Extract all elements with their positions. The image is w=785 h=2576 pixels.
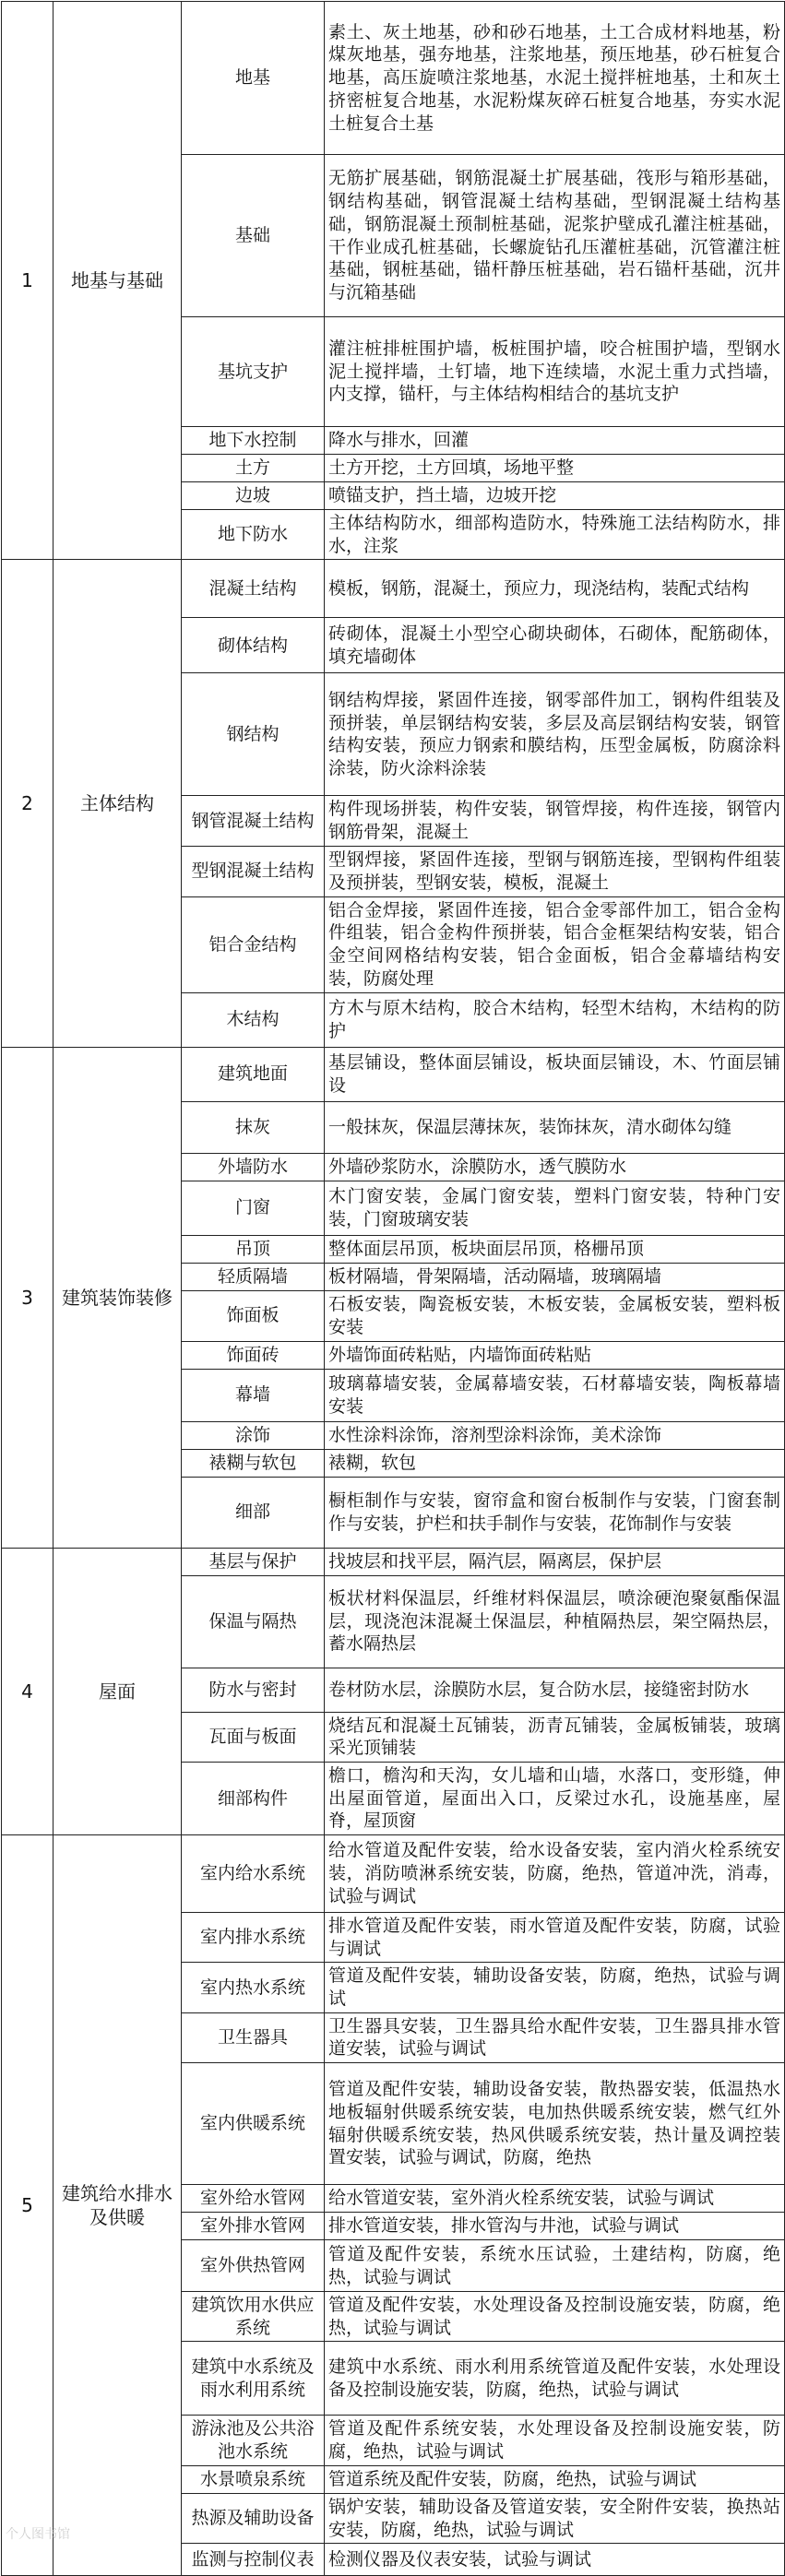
subitems-text: 检测仪器及仪表安装，试验与调试 [325, 2544, 785, 2576]
table-row [2, 1047, 785, 1101]
subitems-text: 模板，钢筋，混凝土，预应力，现浇结构，装配式结构 [325, 560, 785, 618]
subdivision-name: 土方 [182, 455, 325, 482]
subitems-text: 无筋扩展基础，钢筋混凝土扩展基础，筏形与箱形基础，钢结构基础，钢管混凝土结构基础，型钢混凝土结构基础，钢筋混凝土预制桩基础，泥浆护壁成孔灌注桩基础，干作业成孔桩基础，长螺旋钻孔压灌桩基础，沉管灌注桩基础，钢桩基础，锚杆静压桩基础，岩石锚杆基础，沉井与沉箱基础 [325, 155, 785, 317]
subdivision-name: 饰面砖 [182, 1341, 325, 1369]
subdivision-name: 保温与隔热 [182, 1575, 325, 1668]
division-number: 3 [2, 1047, 54, 1548]
subdivision-name: 边坡 [182, 482, 325, 510]
subitems-text: 管道及配件安装，水处理设备及控制设施安装，防腐，绝热，试验与调试 [325, 2292, 785, 2342]
watermark-text: 个人图书馆 [6, 2527, 70, 2542]
subdivision-name: 水景喷泉系统 [182, 2465, 325, 2493]
subitems-text: 排水管道及配件安装，雨水管道及配件安装，防腐，试验与调试 [325, 1912, 785, 1962]
subitems-text: 锅炉安装，辅助设备及管道安装，安全附件安装，换热站安装，防腐，绝热，试验与调试 [325, 2493, 785, 2543]
subitems-text: 主体结构防水，细部构造防水，特殊施工法结构防水，排水，注浆 [325, 510, 785, 560]
division-name: 建筑装饰装修 [54, 1047, 182, 1548]
subdivision-name: 地下防水 [182, 510, 325, 560]
subdivision-name: 建筑饮用水供应系统 [182, 2292, 325, 2342]
subdivision-name: 室内供暖系统 [182, 2063, 325, 2185]
subdivision-name: 细部构件 [182, 1762, 325, 1834]
subitems-text: 管道及配件安装，系统水压试验，土建结构，防腐，绝热，试验与调试 [325, 2240, 785, 2292]
subdivision-name: 外墙防水 [182, 1153, 325, 1181]
subitems-text: 管道及配件安装，辅助设备安装，散热器安装，低温热水地板辐射供暖系统安装，电加热供暖系统安装，燃气红外辐射供暖系统安装，热风供暖系统安装，热计量及调控装置安装，试验与调试，防腐，绝热 [325, 2063, 785, 2185]
subitems-text: 铝合金焊接，紧固件连接，铝合金零部件加工，铝合金构件组装，铝合金构件预拼装，铝合金框架结构安装，铝合金空间网格结构安装，铝合金面板，铝合金幕墙结构安装，防腐处理 [325, 896, 785, 992]
division-name: 主体结构 [54, 560, 182, 1047]
subdivision-name: 铝合金结构 [182, 896, 325, 992]
subitems-text: 给水管道安装，室外消火栓系统安装，试验与调试 [325, 2185, 785, 2213]
subitems-text: 一般抹灰，保温层薄抹灰，装饰抹灰，清水砌体勾缝 [325, 1101, 785, 1153]
subdivision-name: 地基 [182, 2, 325, 155]
subitems-text: 裱糊，软包 [325, 1449, 785, 1477]
subitems-text: 木门窗安装，金属门窗安装，塑料门窗安装，特种门安装，门窗玻璃安装 [325, 1181, 785, 1235]
subdivision-name: 防水与密封 [182, 1668, 325, 1712]
subitems-text: 板材隔墙，骨架隔墙，活动隔墙，玻璃隔墙 [325, 1263, 785, 1290]
division-number: 5 [2, 1834, 54, 2575]
subitems-text: 檐口，檐沟和天沟，女儿墙和山墙，水落口，变形缝，伸出屋面管道，屋面出入口，反梁过水孔，设施基座，屋脊，屋顶窗 [325, 1762, 785, 1834]
subitems-text: 喷锚支护，挡土墙，边坡开挖 [325, 482, 785, 510]
subitems-text: 降水与排水，回灌 [325, 427, 785, 455]
table-row [2, 1834, 785, 1912]
subdivision-name: 监测与控制仪表 [182, 2544, 325, 2576]
subdivision-name: 门窗 [182, 1181, 325, 1235]
subitems-text: 素土、灰土地基，砂和砂石地基，土工合成材料地基，粉煤灰地基，强夯地基，注浆地基，预压地基，砂石桩复合地基，高压旋喷注浆地基，水泥土搅拌桩地基，土和灰土挤密桩复合地基，水泥粉煤灰碎石桩复合地基，夯实水泥土桩复合土基 [325, 2, 785, 155]
subdivision-name: 抹灰 [182, 1101, 325, 1153]
subdivision-name: 吊顶 [182, 1235, 325, 1263]
subdivision-name: 基层与保护 [182, 1548, 325, 1575]
subdivision-name: 钢结构 [182, 673, 325, 796]
subitems-text: 烧结瓦和混凝土瓦铺装，沥青瓦铺装，金属板铺装，玻璃采光顶铺装 [325, 1712, 785, 1762]
subdivision-name: 建筑中水系统及雨水利用系统 [182, 2342, 325, 2416]
subdivision-name: 室内热水系统 [182, 1963, 325, 2012]
subitems-text: 给水管道及配件安装，给水设备安装，室内消火栓系统安装，消防喷淋系统安装，防腐，绝热，管道冲洗，消毒，试验与调试 [325, 1834, 785, 1912]
subitems-text: 钢结构焊接，紧固件连接，钢零部件加工，钢构件组装及预拼装，单层钢结构安装，多层及高层钢结构安装，钢管结构安装，预应力钢索和膜结构，压型金属板，防腐涂料涂装，防火涂料涂装 [325, 673, 785, 796]
subitems-text: 外墙砂浆防水，涂膜防水，透气膜防水 [325, 1153, 785, 1181]
division-number: 4 [2, 1548, 54, 1834]
subitems-text: 基层铺设，整体面层铺设，板块面层铺设，木、竹面层铺设 [325, 1047, 785, 1101]
subdivision-name: 型钢混凝土结构 [182, 846, 325, 896]
subdivision-name: 基坑支护 [182, 317, 325, 427]
division-table-body [2, 2, 785, 2576]
subitems-text: 排水管道安装，排水管沟与井池，试验与调试 [325, 2213, 785, 2240]
subdivision-name: 细部 [182, 1477, 325, 1548]
subitems-text: 土方开挖，土方回填，场地平整 [325, 455, 785, 482]
division-name: 地基与基础 [54, 2, 182, 560]
subitems-text: 整体面层吊顶，板块面层吊顶，格栅吊顶 [325, 1235, 785, 1263]
subitems-text: 找坡层和找平层，隔汽层，隔离层，保护层 [325, 1548, 785, 1575]
subdivision-name: 卫生器具 [182, 2012, 325, 2062]
subitems-text: 水性涂料涂饰，溶剂型涂料涂饰，美术涂饰 [325, 1421, 785, 1449]
subdivision-name: 室外排水管网 [182, 2213, 325, 2240]
subitems-text: 砖砌体，混凝土小型空心砌块砌体，石砌体，配筋砌体，填充墙砌体 [325, 618, 785, 673]
table-container [1, 1, 784, 2576]
subdivision-name: 游泳池及公共浴池水系统 [182, 2416, 325, 2465]
subitems-text: 管道及配件安装，辅助设备安装，防腐，绝热，试验与调试 [325, 1963, 785, 2012]
subitems-text: 建筑中水系统、雨水利用系统管道及配件安装，水处理设备及控制设施安装，防腐，绝热，试验与调试 [325, 2342, 785, 2416]
subdivision-name: 裱糊与软包 [182, 1449, 325, 1477]
table-row [2, 560, 785, 618]
subitems-text: 石板安装，陶瓷板安装，木板安装，金属板安装，塑料板安装 [325, 1290, 785, 1341]
subitems-text: 型钢焊接，紧固件连接，型钢与钢筋连接，型钢构件组装及预拼装，型钢安装，模板，混凝土 [325, 846, 785, 896]
subdivision-name: 建筑地面 [182, 1047, 325, 1101]
subdivision-name: 室外给水管网 [182, 2185, 325, 2213]
subitems-text: 管道及配件系统安装，水处理设备及控制设施安装，防腐，绝热，试验与调试 [325, 2416, 785, 2465]
division-table [1, 1, 785, 2576]
subdivision-name: 热源及辅助设备 [182, 2493, 325, 2543]
subitems-text: 灌注桩排桩围护墙，板桩围护墙，咬合桩围护墙，型钢水泥土搅拌墙，土钉墙，地下连续墙，水泥土重力式挡墙，内支撑，锚杆，与主体结构相结合的基坑支护 [325, 317, 785, 427]
subdivision-name: 室内给水系统 [182, 1834, 325, 1912]
division-number: 2 [2, 560, 54, 1047]
subitems-text: 卫生器具安装，卫生器具给水配件安装，卫生器具排水管道安装，试验与调试 [325, 2012, 785, 2062]
subitems-text: 方木与原木结构，胶合木结构，轻型木结构，木结构的防护 [325, 992, 785, 1047]
subdivision-name: 砌体结构 [182, 618, 325, 673]
subitems-text: 外墙饰面砖粘贴，内墙饰面砖粘贴 [325, 1341, 785, 1369]
subitems-text: 卷材防水层，涂膜防水层，复合防水层，接缝密封防水 [325, 1668, 785, 1712]
subdivision-name: 涂饰 [182, 1421, 325, 1449]
table-row [2, 2, 785, 155]
subdivision-name: 轻质隔墙 [182, 1263, 325, 1290]
subdivision-name: 钢管混凝土结构 [182, 796, 325, 846]
division-name: 屋面 [54, 1548, 182, 1834]
subdivision-name: 幕墙 [182, 1369, 325, 1421]
subitems-text: 管道系统及配件安装，防腐，绝热，试验与调试 [325, 2465, 785, 2493]
subitems-text: 玻璃幕墙安装，金属幕墙安装，石材幕墙安装，陶板幕墙安装 [325, 1369, 785, 1421]
subdivision-name: 室外供热管网 [182, 2240, 325, 2292]
subitems-text: 橱柜制作与安装，窗帘盒和窗台板制作与安装，门窗套制作与安装，护栏和扶手制作与安装，花饰制作与安装 [325, 1477, 785, 1548]
division-name: 建筑给水排水及供暖 [54, 1834, 182, 2575]
subdivision-name: 室内排水系统 [182, 1912, 325, 1962]
subdivision-name: 地下水控制 [182, 427, 325, 455]
subitems-text: 构件现场拼装，构件安装，钢管焊接，构件连接，钢管内钢筋骨架，混凝土 [325, 796, 785, 846]
subdivision-name: 木结构 [182, 992, 325, 1047]
subdivision-name: 混凝土结构 [182, 560, 325, 618]
table-row [2, 1548, 785, 1575]
division-number: 1 [2, 2, 54, 560]
subdivision-name: 基础 [182, 155, 325, 317]
subitems-text: 板状材料保温层，纤维材料保温层，喷涂硬泡聚氨酯保温层，现浇泡沫混凝土保温层，种植隔热层，架空隔热层，蓄水隔热层 [325, 1575, 785, 1668]
subdivision-name: 饰面板 [182, 1290, 325, 1341]
subdivision-name: 瓦面与板面 [182, 1712, 325, 1762]
